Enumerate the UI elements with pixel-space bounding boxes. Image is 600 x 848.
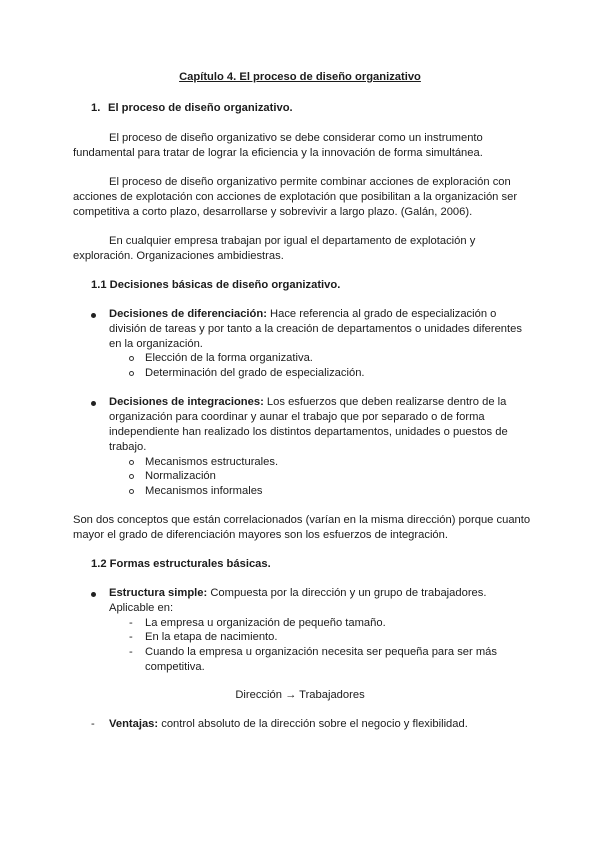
circle-bullet-icon xyxy=(129,371,134,376)
sublist-item: En la etapa de nacimiento. xyxy=(145,631,278,643)
circle-bullet-icon xyxy=(129,356,134,361)
circle-bullet-icon xyxy=(129,489,134,494)
dash-bullet: - xyxy=(91,718,95,730)
list-item xyxy=(109,307,496,321)
bullet-icon xyxy=(91,592,96,597)
list-item-line: independiente han realizado los distintos departamentos, unidades o puestos de xyxy=(109,426,508,438)
paragraph-line: mayor el grado de diferenciación mayores son los esfuerzos de integración. xyxy=(73,529,448,541)
circle-bullet-icon xyxy=(129,474,134,479)
list-item-text: control absoluto de la dirección sobre el negocio y flexibilidad. xyxy=(158,718,468,730)
list-item-line: en la organización. xyxy=(109,338,203,350)
dash-bullet: - xyxy=(129,617,133,629)
structure-diagram: Dirección → Trabajadores xyxy=(235,689,365,701)
list-item-text: Hace referencia al grado de especialización o xyxy=(266,308,497,320)
list-item-text: Los esfuerzos que deben realizarse dentro de la xyxy=(263,396,507,408)
list-item xyxy=(109,395,506,409)
paragraph-line: En cualquier empresa trabajan por igual el departamento de explotación y xyxy=(109,235,476,247)
list-item-line: división de tareas y por tanto a la creación de departamentos o unidades diferentes xyxy=(109,323,522,335)
circle-bullet-icon xyxy=(129,460,134,465)
dash-bullet: - xyxy=(129,631,133,643)
section-heading: El proceso de diseño organizativo. xyxy=(108,102,293,114)
chapter-title: Capítulo 4. El proceso de diseño organizativo xyxy=(179,71,421,83)
subsection-heading: 1.1 Decisiones básicas de diseño organizativo. xyxy=(91,279,341,291)
sublist-item: Cuando la empresa u organización necesita ser pequeña para ser más xyxy=(145,646,497,658)
sublist-item: Normalización xyxy=(145,470,216,482)
bullet-icon xyxy=(91,401,96,406)
list-item-term: Decisiones de integraciones: xyxy=(109,396,264,408)
list-item xyxy=(109,717,468,731)
subsection-heading: 1.2 Formas estructurales básicas. xyxy=(91,558,271,570)
list-item-line: Aplicable en: xyxy=(109,602,174,614)
list-item-line: organización para coordinar y aunar el trabajo que por separado o de forma xyxy=(109,411,485,423)
list-item-term: Decisiones de diferenciación: xyxy=(109,308,267,320)
sublist-item: Elección de la forma organizativa. xyxy=(145,352,313,364)
paragraph-line: competitiva a corto plazo, desarrollarse y sobrevivir a largo plazo. (Galán, 2006). xyxy=(73,206,473,218)
sublist-item: La empresa u organización de pequeño tamaño. xyxy=(145,617,386,629)
sublist-item: Mecanismos estructurales. xyxy=(145,456,279,468)
bullet-icon xyxy=(91,313,96,318)
paragraph-line: El proceso de diseño organizativo se debe considerar como un instrumento xyxy=(109,132,483,144)
list-item-term: Ventajas: xyxy=(109,718,159,730)
section-number: 1. xyxy=(91,102,101,114)
dash-bullet: - xyxy=(129,646,133,658)
paragraph-line: acciones de explotación con acciones de explotación que posibilitan a la organización ser xyxy=(73,191,518,203)
sublist-item: Determinación del grado de especialización. xyxy=(145,367,365,379)
paragraph-line: Son dos conceptos que están correlacionados (varían en la misma dirección) porque cuanto xyxy=(73,514,531,526)
paragraph-line: El proceso de diseño organizativo permite combinar acciones de exploración con xyxy=(109,176,511,188)
paragraph-line: fundamental para tratar de lograr la eficiencia y la innovación de forma simultánea. xyxy=(73,147,483,159)
sublist-item: Mecanismos informales xyxy=(145,485,263,497)
list-item xyxy=(109,586,486,600)
list-item-line: trabajo. xyxy=(109,441,147,453)
paragraph-line: exploración. Organizaciones ambidiestras. xyxy=(73,250,284,262)
sublist-item-line: competitiva. xyxy=(145,661,205,673)
list-item-term: Estructura simple: xyxy=(109,587,208,599)
list-item-text: Compuesta por la dirección y un grupo de trabajadores. xyxy=(207,587,487,599)
